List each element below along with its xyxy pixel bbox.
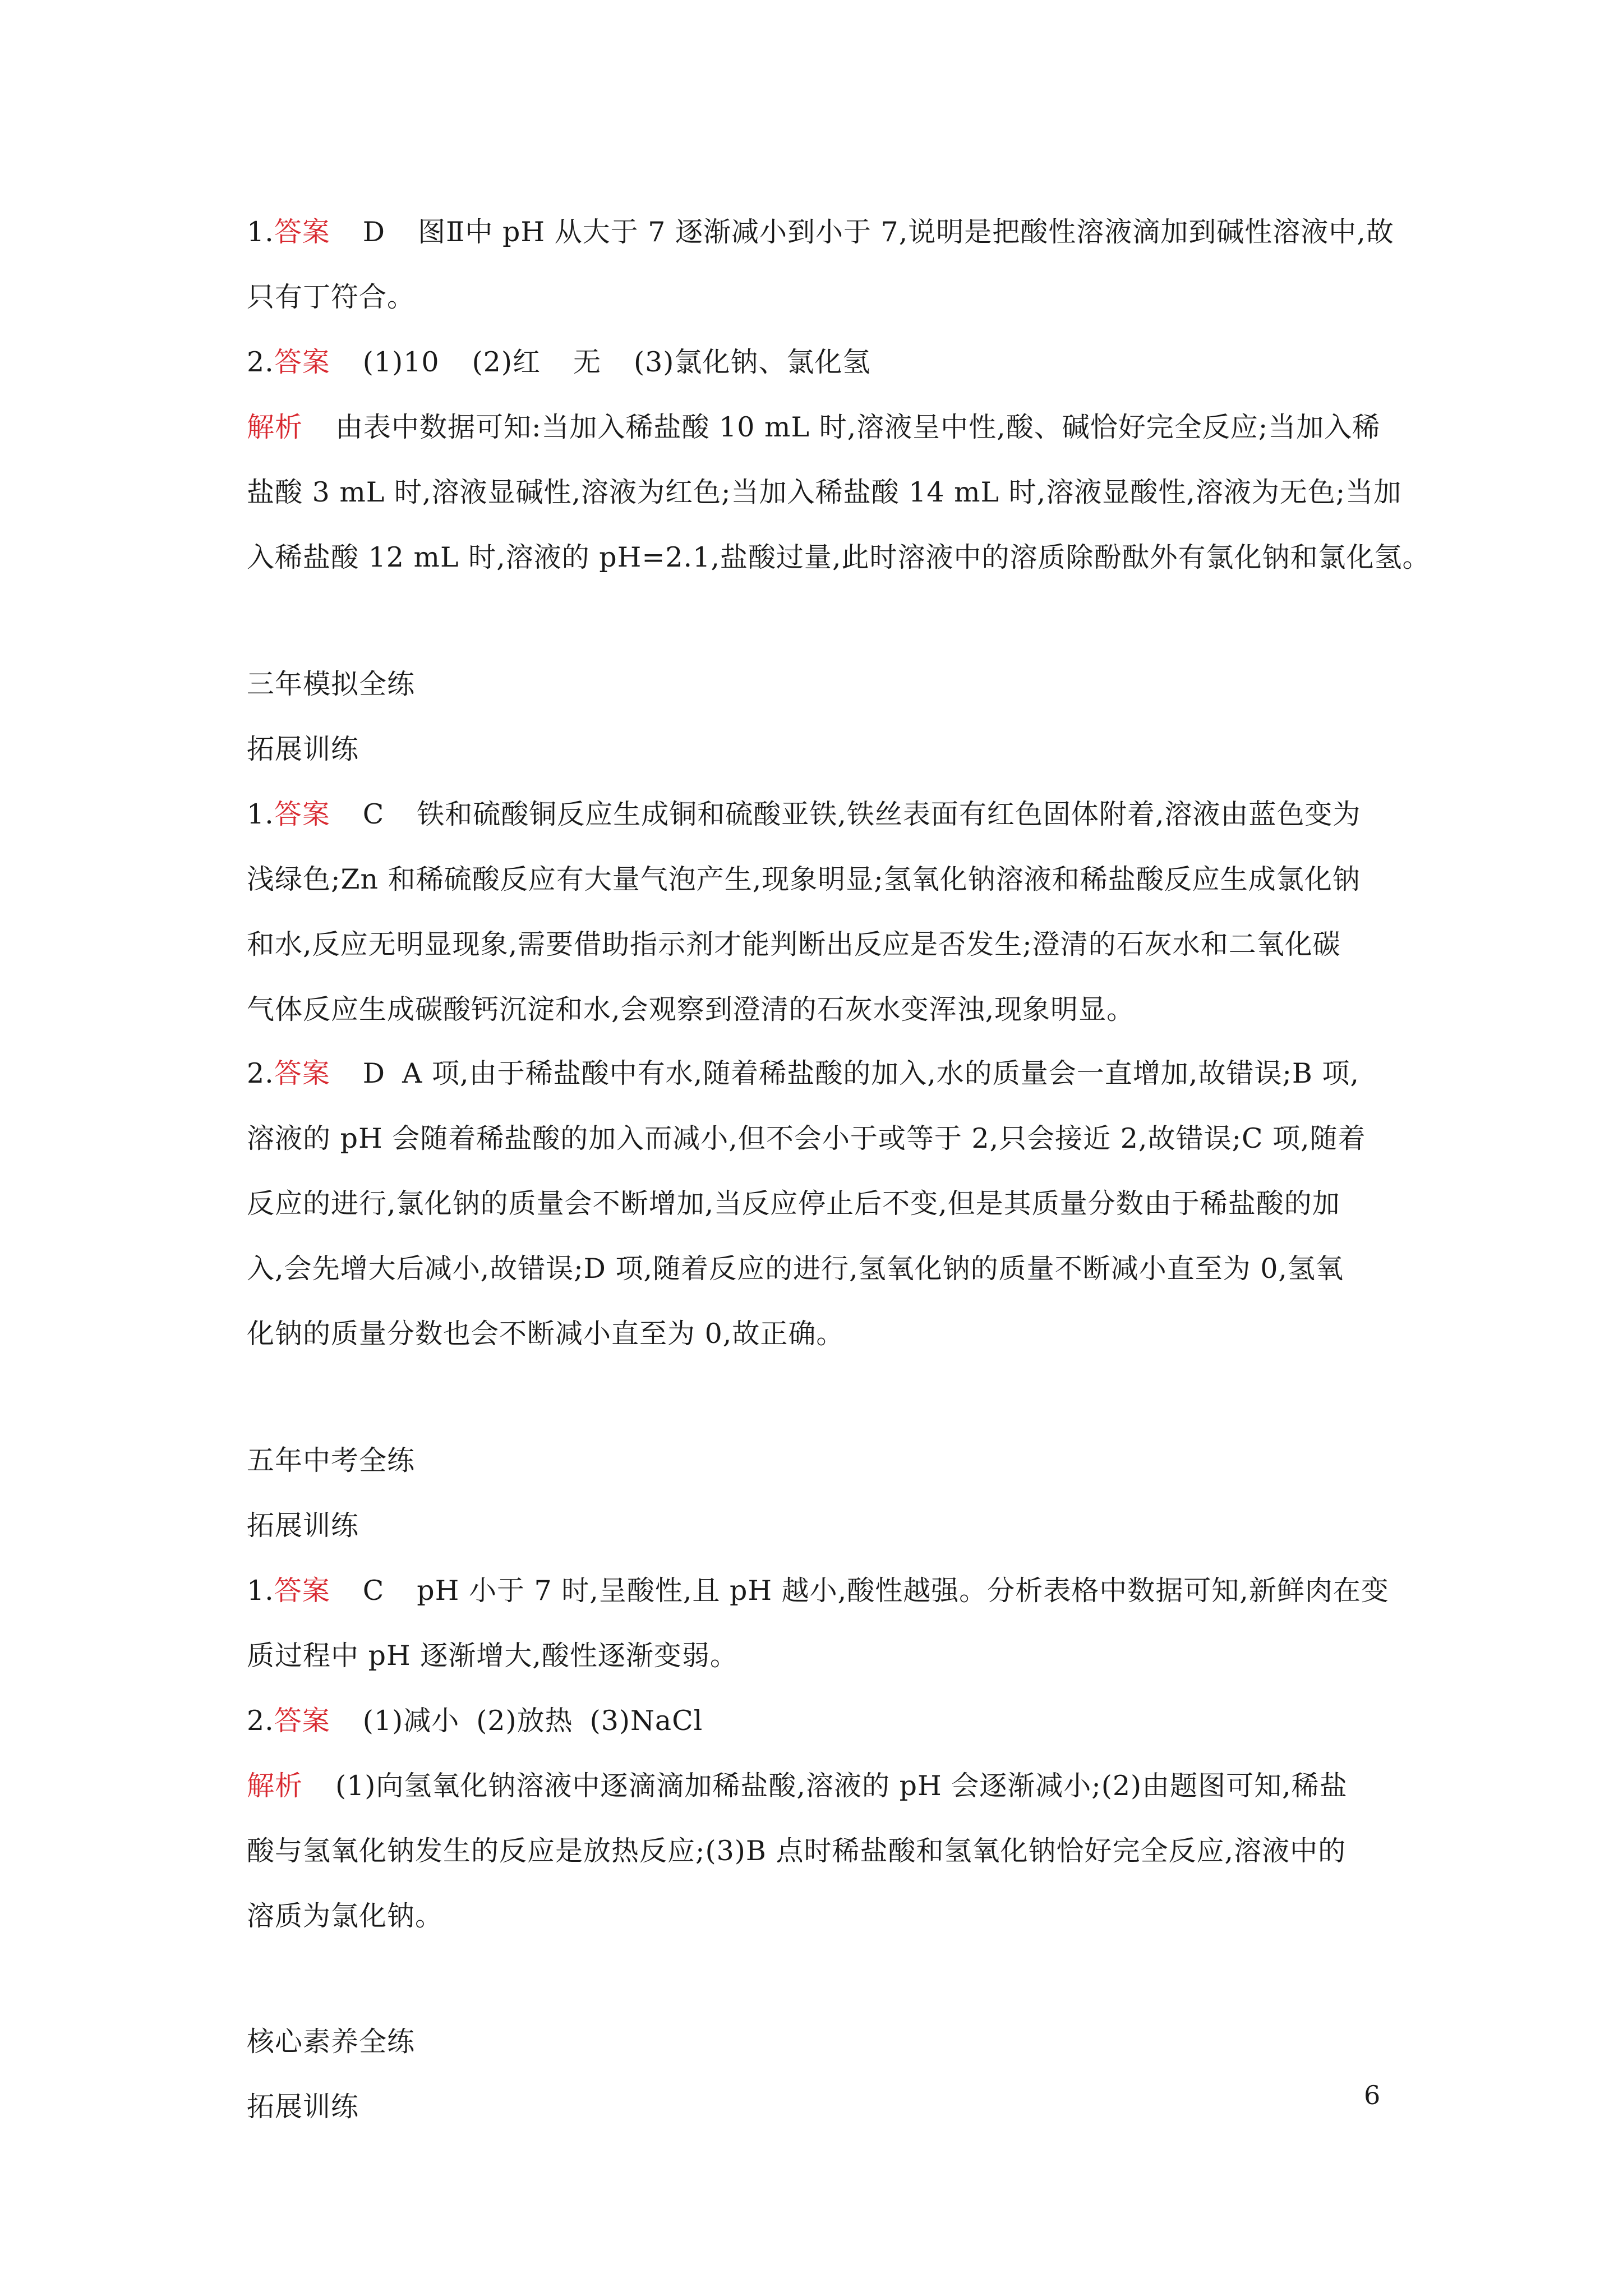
- s3-q1-line-1: [247, 1558, 1389, 1623]
- s1-q2-analysis-2: 盐酸 3 mL 时,溶液显碱性,溶液为红色;当加入稀盐酸 14 mL 时,溶液显酸性,溶液为无色;当加: [247, 476, 1402, 508]
- s2-q2-line-1: [247, 1041, 1385, 1106]
- s3-q1-text-2: 质过程中 pH 逐渐增大,酸性逐渐变弱。: [247, 1640, 738, 1672]
- s4-subtitle: 拓展训练: [247, 2091, 359, 2123]
- s2-q2-text-1: A 项,由于稀盐酸中有水,随着稀盐酸的加入,水的质量会一直增加,故错误;B 项,: [402, 1057, 1360, 1089]
- s2-q2-number: 2.: [247, 1057, 274, 1089]
- s1-q2-number: 2.: [247, 346, 274, 378]
- s3-q2-analysis-tag: 解析: [247, 1770, 303, 1802]
- s1-q1-answer-tag: 答案: [274, 216, 330, 248]
- s3-q2-analysis-3: 溶质为氯化钠。: [247, 1900, 444, 1932]
- s1-q2-line-1: [247, 330, 1385, 395]
- s3-q2-line-1: [247, 1688, 1385, 1754]
- s3-q2: [247, 1688, 1385, 1949]
- s3-q2-analysis-line-1: [247, 1754, 1385, 1819]
- s1-q2-analysis-1: 由表中数据可知:当加入稀盐酸 10 mL 时,溶液呈中性,酸、碱恰好完全反应;当加入稀: [335, 411, 1381, 443]
- s3-q1: [247, 1558, 1389, 1688]
- page-number: 6: [1364, 2080, 1381, 2110]
- s1-q2-answer-tag: 答案: [274, 346, 330, 378]
- s1-q2: [247, 330, 1431, 590]
- s2-q1-text-1: 铁和硫酸铜反应生成铜和硫酸亚铁,铁丝表面有红色固体附着,溶液由蓝色变为: [417, 798, 1361, 830]
- s3-q1-answer-tag: 答案: [274, 1575, 330, 1607]
- s3-subtitle: 拓展训练: [247, 1510, 359, 1542]
- s2-q1-text-2: 浅绿色;Zn 和稀硫酸反应有大量气泡产生,现象明显;氢氧化钠溶液和稀盐酸反应生成氯化钠: [247, 863, 1361, 895]
- s2-q1-number: 1.: [247, 798, 274, 830]
- s1-q2-analysis-line-1: [247, 395, 1385, 460]
- s3-q2-part-3: (3)NaCl: [589, 1705, 703, 1737]
- s2-q1-text-3: 和水,反应无明显现象,需要借助指示剂才能判断出反应是否发生;澄清的石灰水和二氧化碳: [247, 928, 1341, 960]
- s1-q1-line-1: [247, 200, 1394, 265]
- s2-q1: [247, 782, 1385, 1042]
- s1-q1-text-1: 图Ⅱ中 pH 从大于 7 逐渐减小到小于 7,说明是把酸性溶液滴加到碱性溶液中,故: [418, 216, 1394, 248]
- s2-q2-answer-tag: 答案: [274, 1057, 330, 1089]
- s2-q2-text-3: 反应的进行,氯化钠的质量会不断增加,当反应停止后不变,但是其质量分数由于稀盐酸的加: [247, 1188, 1340, 1220]
- s1-q2-part-2: (2)红: [472, 346, 541, 378]
- s2-q1-answer-tag: 答案: [274, 798, 330, 830]
- s2-title: 三年模拟全练: [247, 668, 416, 700]
- s3-q2-part-1: (1)减小: [362, 1705, 460, 1737]
- s3-q1-text-1: pH 小于 7 时,呈酸性,且 pH 越小,酸性越强。分析表格中数据可知,新鲜肉在变: [417, 1575, 1389, 1607]
- s1-q1: [247, 200, 1394, 330]
- s1-q1-number: 1.: [247, 216, 274, 248]
- s2-subtitle: 拓展训练: [247, 733, 359, 765]
- s3-q1-answer: C: [362, 1575, 385, 1607]
- s3-q2-analysis-1: (1)向氢氧化钠溶液中逐滴滴加稀盐酸,溶液的 pH 会逐渐减小;(2)由题图可知,稀盐: [335, 1770, 1348, 1802]
- s1-q1-answer: D: [362, 216, 386, 248]
- s3-title: 五年中考全练: [247, 1444, 416, 1476]
- s2-q2: [247, 1041, 1385, 1366]
- s4-title: 核心素养全练: [247, 2026, 416, 2058]
- s1-q2-part-4: (3)氯化钠、氯化氢: [633, 346, 871, 378]
- s1-q1-text-2: 只有丁符合。: [247, 281, 416, 313]
- s3-q2-analysis-2: 酸与氢氧化钠发生的反应是放热反应;(3)B 点时稀盐酸和氢氧化钠恰好完全反应,溶液中的: [247, 1835, 1347, 1867]
- s1-q2-analysis-tag: 解析: [247, 411, 303, 443]
- s3-q1-number: 1.: [247, 1575, 274, 1607]
- s2-q2-text-4: 入,会先增大后减小,故错误;D 项,随着反应的进行,氢氧化钠的质量不断减小直至为 0,氢氧: [247, 1253, 1344, 1285]
- s2-q2-text-5: 化钠的质量分数也会不断减小直至为 0,故正确。: [247, 1318, 845, 1350]
- s3-q2-answer-tag: 答案: [274, 1705, 330, 1737]
- s2-q1-answer: C: [362, 798, 385, 830]
- s2-q2-text-2: 溶液的 pH 会随着稀盐酸的加入而减小,但不会小于或等于 2,只会接近 2,故错误;C 项,随着: [247, 1122, 1366, 1154]
- s3-q2-number: 2.: [247, 1705, 274, 1737]
- s2-q1-line-1: [247, 782, 1385, 847]
- s2-q2-answer: D: [362, 1057, 386, 1089]
- s3-q2-part-2: (2)放热: [476, 1705, 573, 1737]
- s2-q1-text-4: 气体反应生成碳酸钙沉淀和水,会观察到澄清的石灰水变浑浊,现象明显。: [247, 993, 1135, 1025]
- s1-q2-part-1: (1)10: [362, 346, 440, 378]
- s1-q2-part-3: 无: [573, 346, 601, 378]
- s1-q2-analysis-3: 入稀盐酸 12 mL 时,溶液的 pH=2.1,盐酸过量,此时溶液中的溶质除酚酞外有氯化钠和氯化氢。: [247, 541, 1431, 573]
